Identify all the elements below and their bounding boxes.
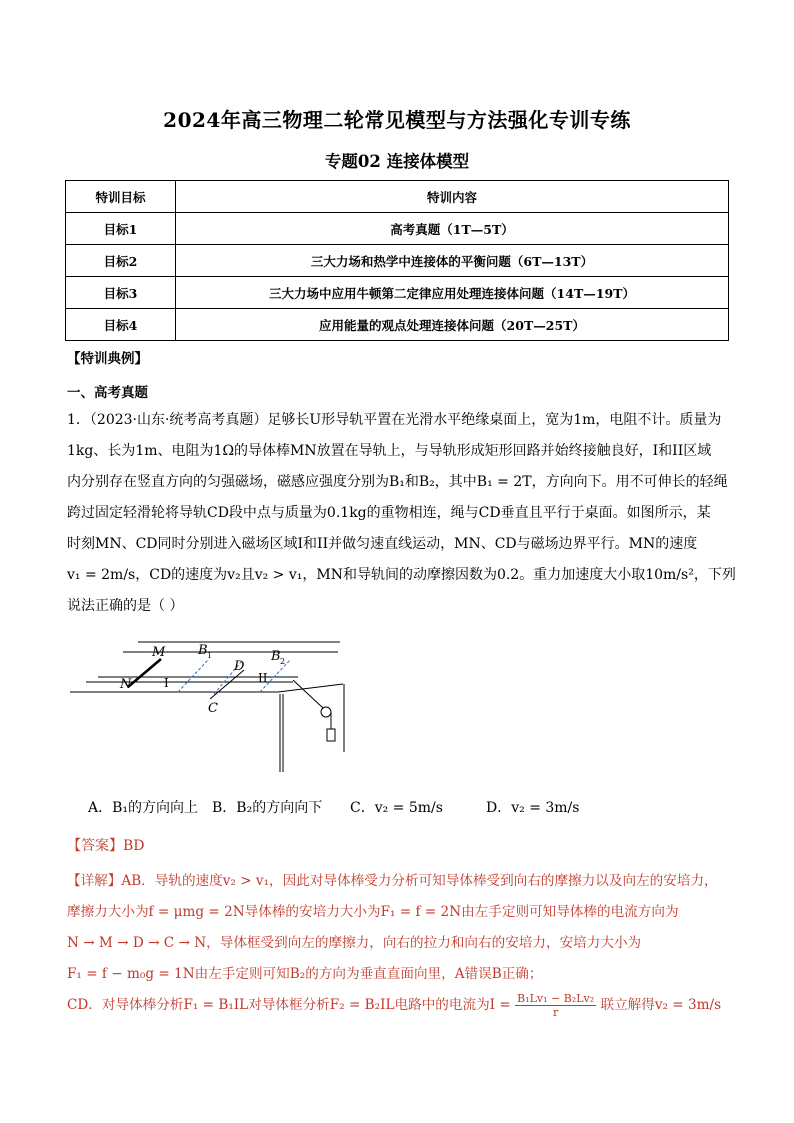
table-row (66, 213, 729, 245)
doc-title: 2024年高三物理二轮常见模型与方法强化专训专练 (163, 108, 631, 132)
field-boundary (178, 660, 208, 692)
pulley (321, 707, 331, 717)
label-B2-sub: 2 (280, 657, 286, 666)
label-C: C (208, 701, 218, 716)
frame-segment-cd (210, 670, 244, 699)
table-cell-target: 目标4 (66, 309, 176, 341)
label-B1-sub: 1 (207, 651, 213, 660)
label-D: D (234, 659, 245, 674)
question-line: 时刻MN、CD同时分别进入磁场区域I和II并做匀速直线运动，MN、CD与磁场边界平行。MN的速度 (67, 536, 698, 552)
option-a: A．B₁的方向向上 (88, 800, 199, 816)
option-c: C．v₂ = 5m/s (350, 800, 443, 816)
detail-line: 摩擦力大小为f = μmg = 2N导体棒的安培力大小为F₁ = f = 2N由左手定则可知导体棒的电流方向为 (67, 904, 679, 920)
table-row (66, 245, 729, 277)
label-region-I: I (164, 676, 169, 690)
table-cell-content: 三大力场中应用牛顿第二定律应用处理连接体问题（14T—19T） (176, 277, 729, 309)
question-line: 内分别存在竖直方向的匀强磁场，磁感应强度分别为B₁和B₂，其中B₁ = 2T，方向向下。用不可伸长的轻绳 (67, 474, 728, 490)
question-line: 1．（2023·山东·统考高考真题）足够长U形导轨平置在光滑水平绝缘桌面上，宽为1m，电阻不计。质量为 (67, 412, 722, 428)
rope (293, 680, 323, 708)
option-d: D．v₂ = 3m/s (486, 800, 580, 816)
question-line: 跨过固定轻滑轮将导轨CD段中点与质量为0.1kg的重物相连，绳与CD垂直且平行于桌面。如图所示，某 (67, 505, 711, 521)
detail-line: F₁ = f − m₀g = 1N由左手定则可知B₂的方向为垂直直面向里，A错误B正确； (67, 966, 543, 982)
table-cell-content: 应用能量的观点处理连接体问题（20T—25T） (176, 309, 729, 341)
answer-text: 【答案】BD (67, 838, 145, 854)
detail-explanation (67, 866, 737, 1021)
label-region-II: II (258, 671, 268, 685)
question-line: 1kg、长为1m、电阻为1Ω的导体棒MN放置在导轨上，与导轨形成矩形回路并始终接触良好，I和II区域 (67, 443, 712, 459)
question-text (67, 405, 736, 622)
option-b: B．B₂的方向向下 (212, 800, 323, 816)
detail-line: 【详解】AB．导轨的速度v₂ > v₁，因此对导体棒受力分析可知导体棒受到向右的摩擦力以及向左的安培力， (67, 873, 718, 889)
table-cell-target: 目标1 (66, 213, 176, 245)
detail-last-prefix: CD．对导体棒分析F₁ = B₁IL对导体框分析F₂ = B₂IL电路中的电流为I = (67, 997, 511, 1013)
conductor-bar-mn (128, 659, 161, 687)
detail-line-last (67, 990, 737, 1021)
section-real-exam: 一、高考真题 (67, 385, 148, 401)
table-header-row (66, 181, 729, 213)
rail-diagram-figure (68, 632, 358, 782)
table-cell-content: 高考真题（1T—5T） (176, 213, 729, 245)
label-B1: B (198, 643, 208, 658)
table-cell-target: 目标3 (66, 277, 176, 309)
table-cell-target: 目标2 (66, 245, 176, 277)
fraction-numerator: B₁Lv₁ − B₂Lv₂ (517, 992, 595, 1005)
label-N: N (120, 677, 132, 692)
table-edge-right (278, 684, 343, 692)
current-fraction (515, 992, 596, 1019)
table-cell-content: 三大力场和热学中连接体的平衡问题（6T—13T） (176, 245, 729, 277)
label-M: M (152, 645, 166, 660)
question-line: 说法正确的是（ ） (67, 598, 184, 614)
label-B2: B (271, 649, 281, 664)
detail-line: N → M → D → C → N，导体框受到向左的摩擦力，向右的拉力和向右的安培力，安培力大小为 (67, 935, 642, 951)
section-typical-examples: 【特训典例】 (67, 351, 148, 367)
fraction-denominator: r (552, 1006, 559, 1019)
table-header-cell: 特训目标 (66, 181, 176, 213)
doc-subtitle: 专题02 连接体模型 (324, 152, 470, 171)
target-table (65, 180, 729, 341)
table-row (66, 277, 729, 309)
table-row (66, 309, 729, 341)
hanging-weight (327, 729, 335, 741)
detail-last-suffix: 联立解得v₂ = 3m/s (600, 997, 722, 1013)
table-header-cell: 特训内容 (176, 181, 729, 213)
question-line: v₁ = 2m/s，CD的速度为v₂且v₂ > v₁，MN和导轨间的动摩擦因数为0.2。重力加速度大小取10m/s²，下列 (67, 567, 736, 583)
